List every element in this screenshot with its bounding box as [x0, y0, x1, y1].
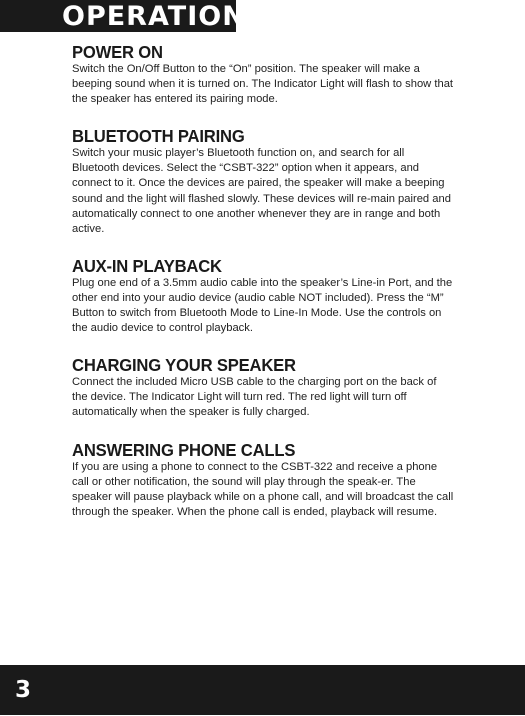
page-title: OPERATION: [62, 1, 246, 32]
footer-bar: [0, 665, 525, 715]
section-heading: AUX-IN PLAYBACK: [72, 255, 222, 276]
section-heading: CHARGING YOUR SPEAKER: [72, 355, 296, 376]
page-number: 3: [15, 677, 32, 703]
section-body: If you are using a phone to connect to the CSBT-322 and receive a phone call or other notification, the sound will play through the speak-er. The speaker will pause playback while on a phone call, and will broadcast the call through the speaker. When the phone call is ended, playback will resume.: [72, 460, 454, 518]
section-power-on: [72, 42, 454, 107]
section-body: Switch your music player’s Bluetooth function on, and search for all Bluetooth devices. Select the “CSBT-322” option when it appears, and connect to it. Once the devices are paired, the speaker will make a beeping sound and the light will flashed slowly. These devices will re-main paired and automatically connect to one another whenever they are in range and both active.: [72, 147, 451, 235]
section-body: Switch the On/Off Button to the “On” position. The speaker will make a beeping sound when it is turned on. The Indicator Light will flash to show that the speaker has entered its pairing mode.: [72, 63, 454, 106]
section-answering-phone-calls: [72, 440, 454, 520]
section-heading: BLUETOOTH PAIRING: [72, 126, 245, 147]
section-charging-your-speaker: [72, 355, 454, 420]
page-content: [72, 42, 454, 539]
section-body: Plug one end of a 3.5mm audio cable into the speaker’s Line-in Port, and the other end into your audio device (audio cable NOT included). Press the “M” Button to switch from Bluetooth Mode to Line-In Mode. Use the controls on the audio device to control playback.: [72, 276, 453, 335]
section-aux-in-playback: [72, 256, 454, 336]
section-bluetooth-pairing: [72, 126, 454, 237]
section-heading: POWER ON: [72, 42, 163, 62]
section-heading: ANSWERING PHONE CALLS: [72, 439, 296, 460]
section-body: Connect the included Micro USB cable to the charging port on the back of the device. The Indicator Light will turn red. The red light will turn off automatically when the speaker is fully charged.: [72, 376, 437, 419]
